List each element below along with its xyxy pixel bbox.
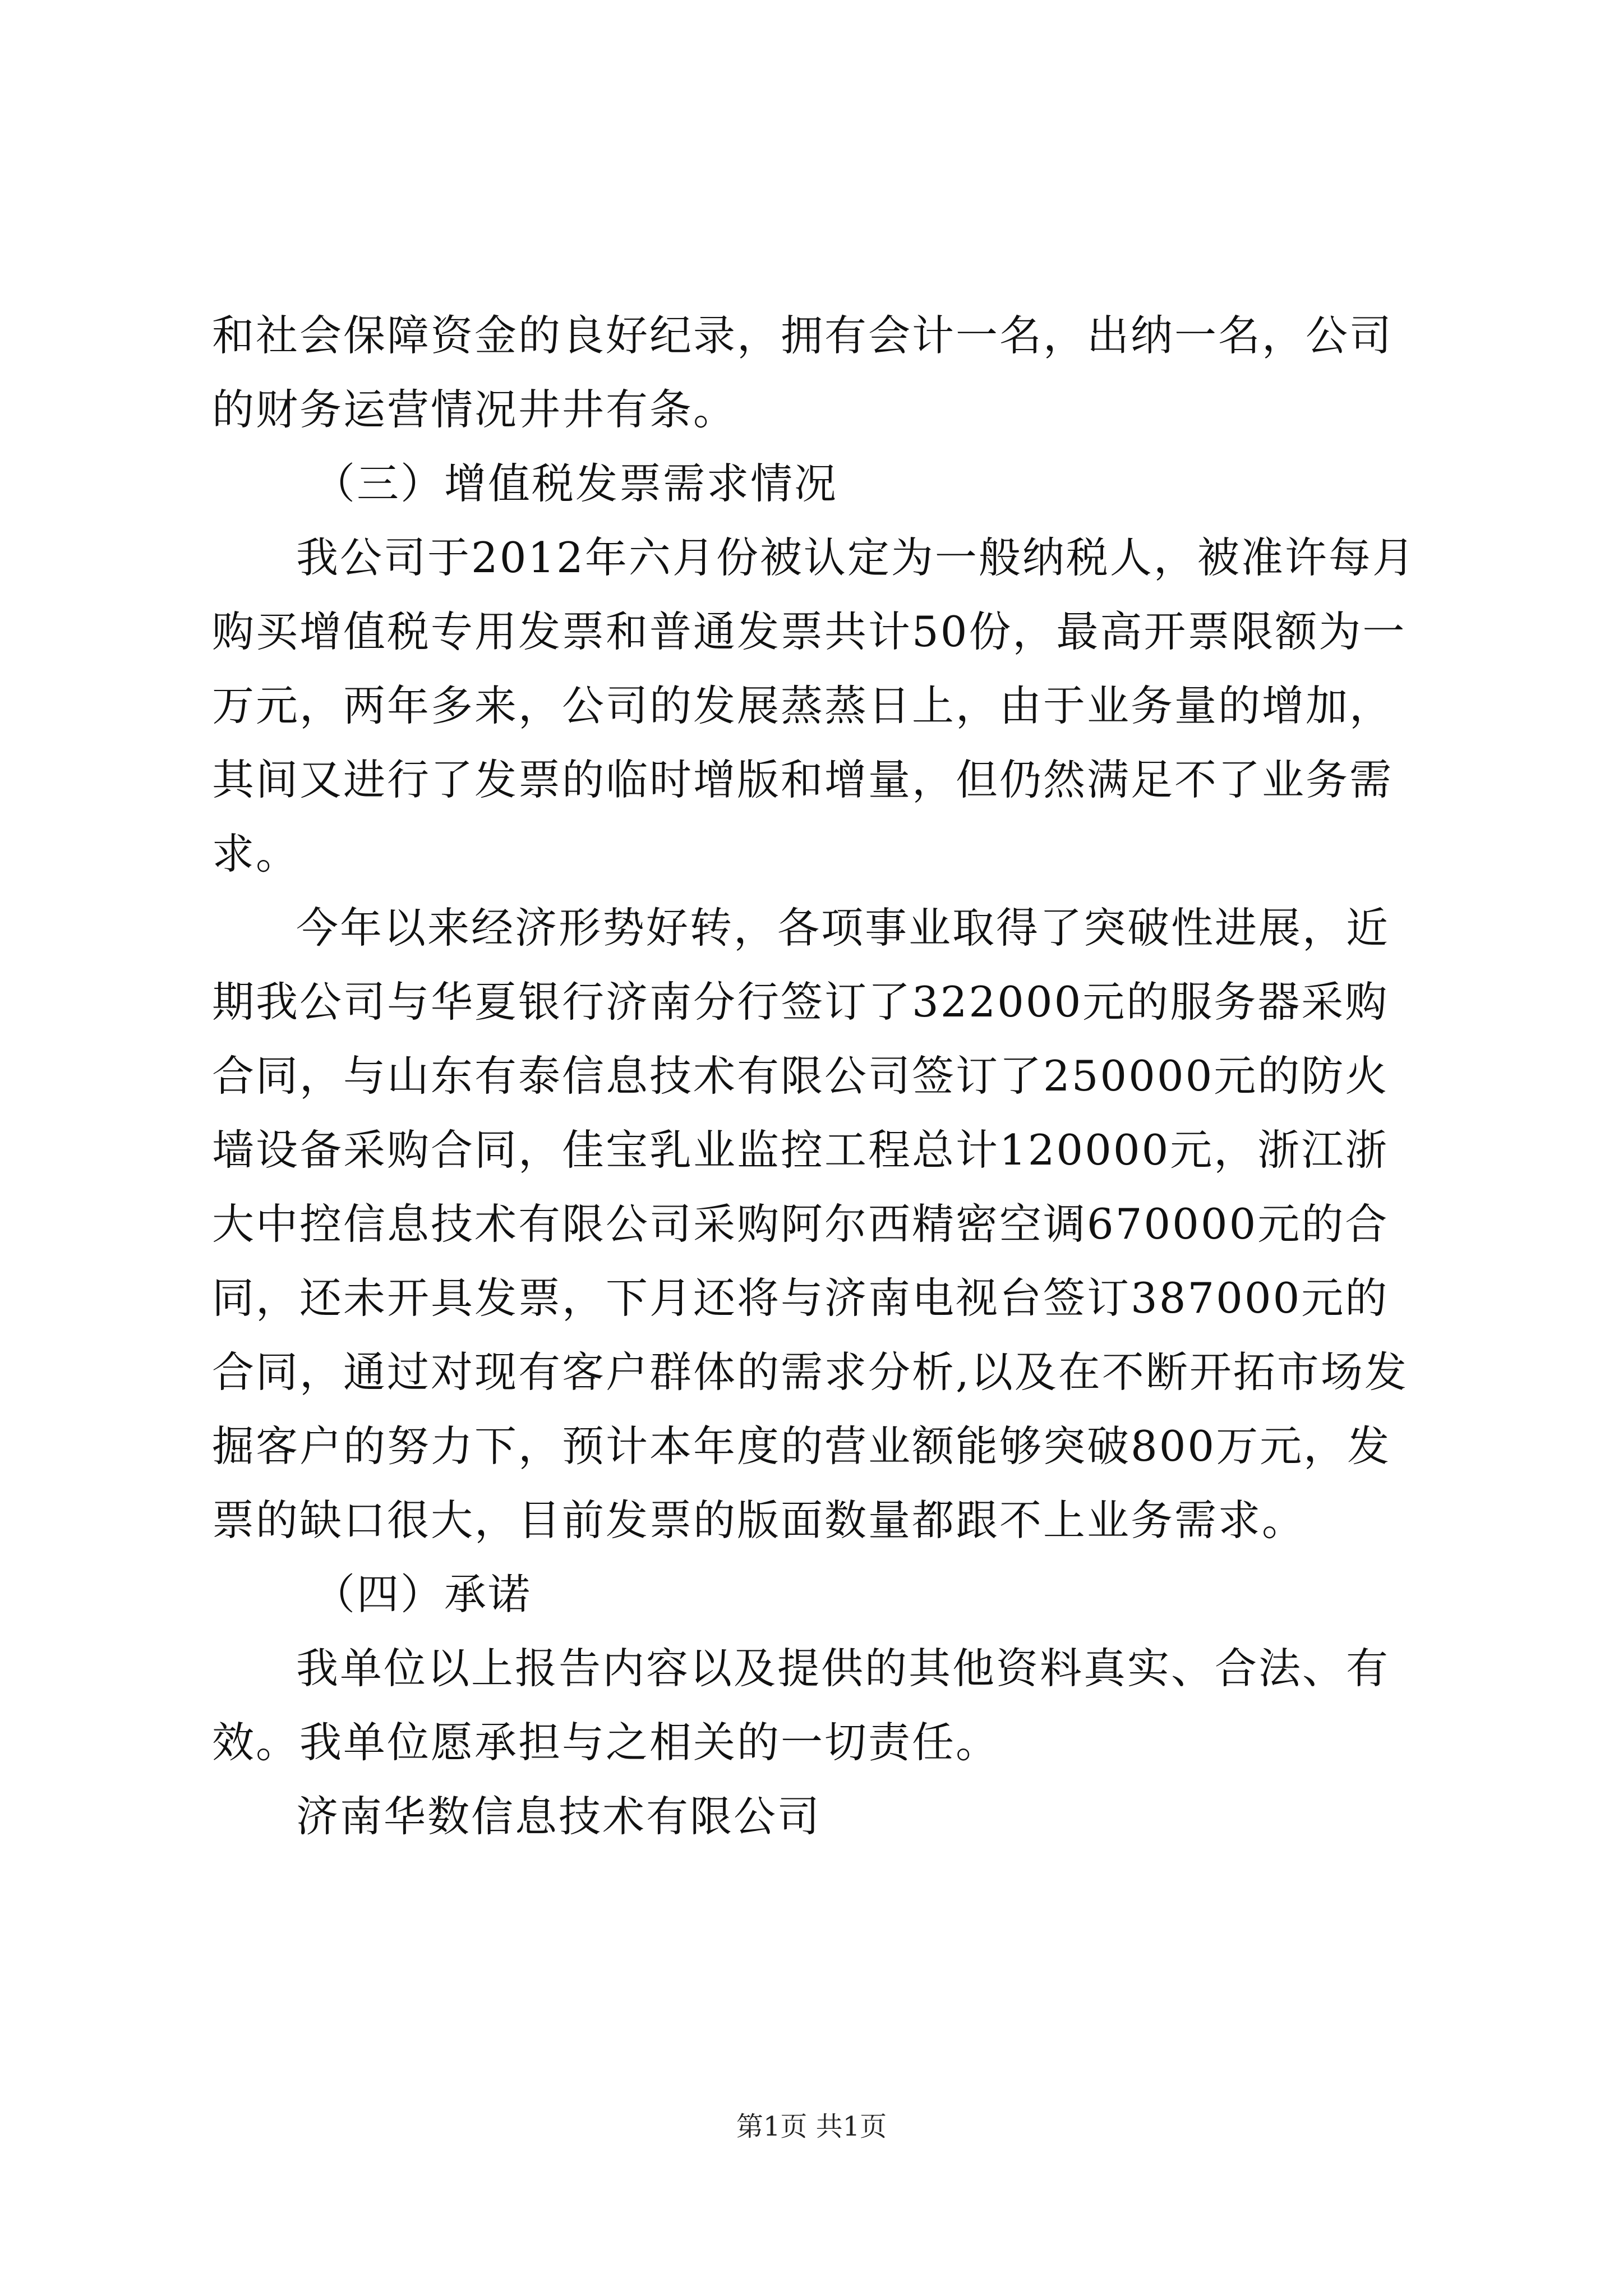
section-heading-3: （三）增值税发票需求情况	[313, 459, 838, 508]
company-signature: 济南华数信息技术有限公司	[296, 1792, 822, 1841]
paragraph-continuation: 和社会保障资金的良好纪录，拥有会计一名，出纳一名，公司的财务运营情况井井有条。	[212, 311, 1394, 434]
document-body	[212, 298, 1423, 1853]
paragraph-contracts: 今年以来经济形势好转，各项事业取得了突破性进展，近期我公司与华夏银行济南分行签订了322000元的服务器采购合同，与山东有泰信息技术有限公司签订了250000元的防火墙设备采购合同，佳宝乳业监控工程总计120000元，浙江浙大中控信息技术有限公司采购阿尔西精密空调670000元的合同，还未开具发票，下月还将与济南电视台签订387000元的合同，通过对现有客户群体的需求分析,以及在不断开拓市场发掘客户的努力下，预计本年度的营业额能够突破800万元，发票的缺口很大，目前发票的版面数量都跟不上业务需求。	[212, 903, 1408, 1545]
page-footer: 第1页 共1页	[736, 2111, 887, 2142]
section-heading-4: （四）承诺	[313, 1570, 532, 1619]
paragraph-invoice-status: 我公司于2012年六月份被认定为一般纳税人，被准许每月购买增值税专用发票和普通发票共计50份，最高开票限额为一万元，两年多来，公司的发展蒸蒸日上，由于业务量的增加，其间又进行了发票的临时增版和增量，但仍然满足不了业务需求。	[212, 533, 1416, 878]
paragraph-commitment: 我单位以上报告内容以及提供的其他资料真实、合法、有效。我单位愿承担与之相关的一切责任。	[212, 1644, 1390, 1767]
